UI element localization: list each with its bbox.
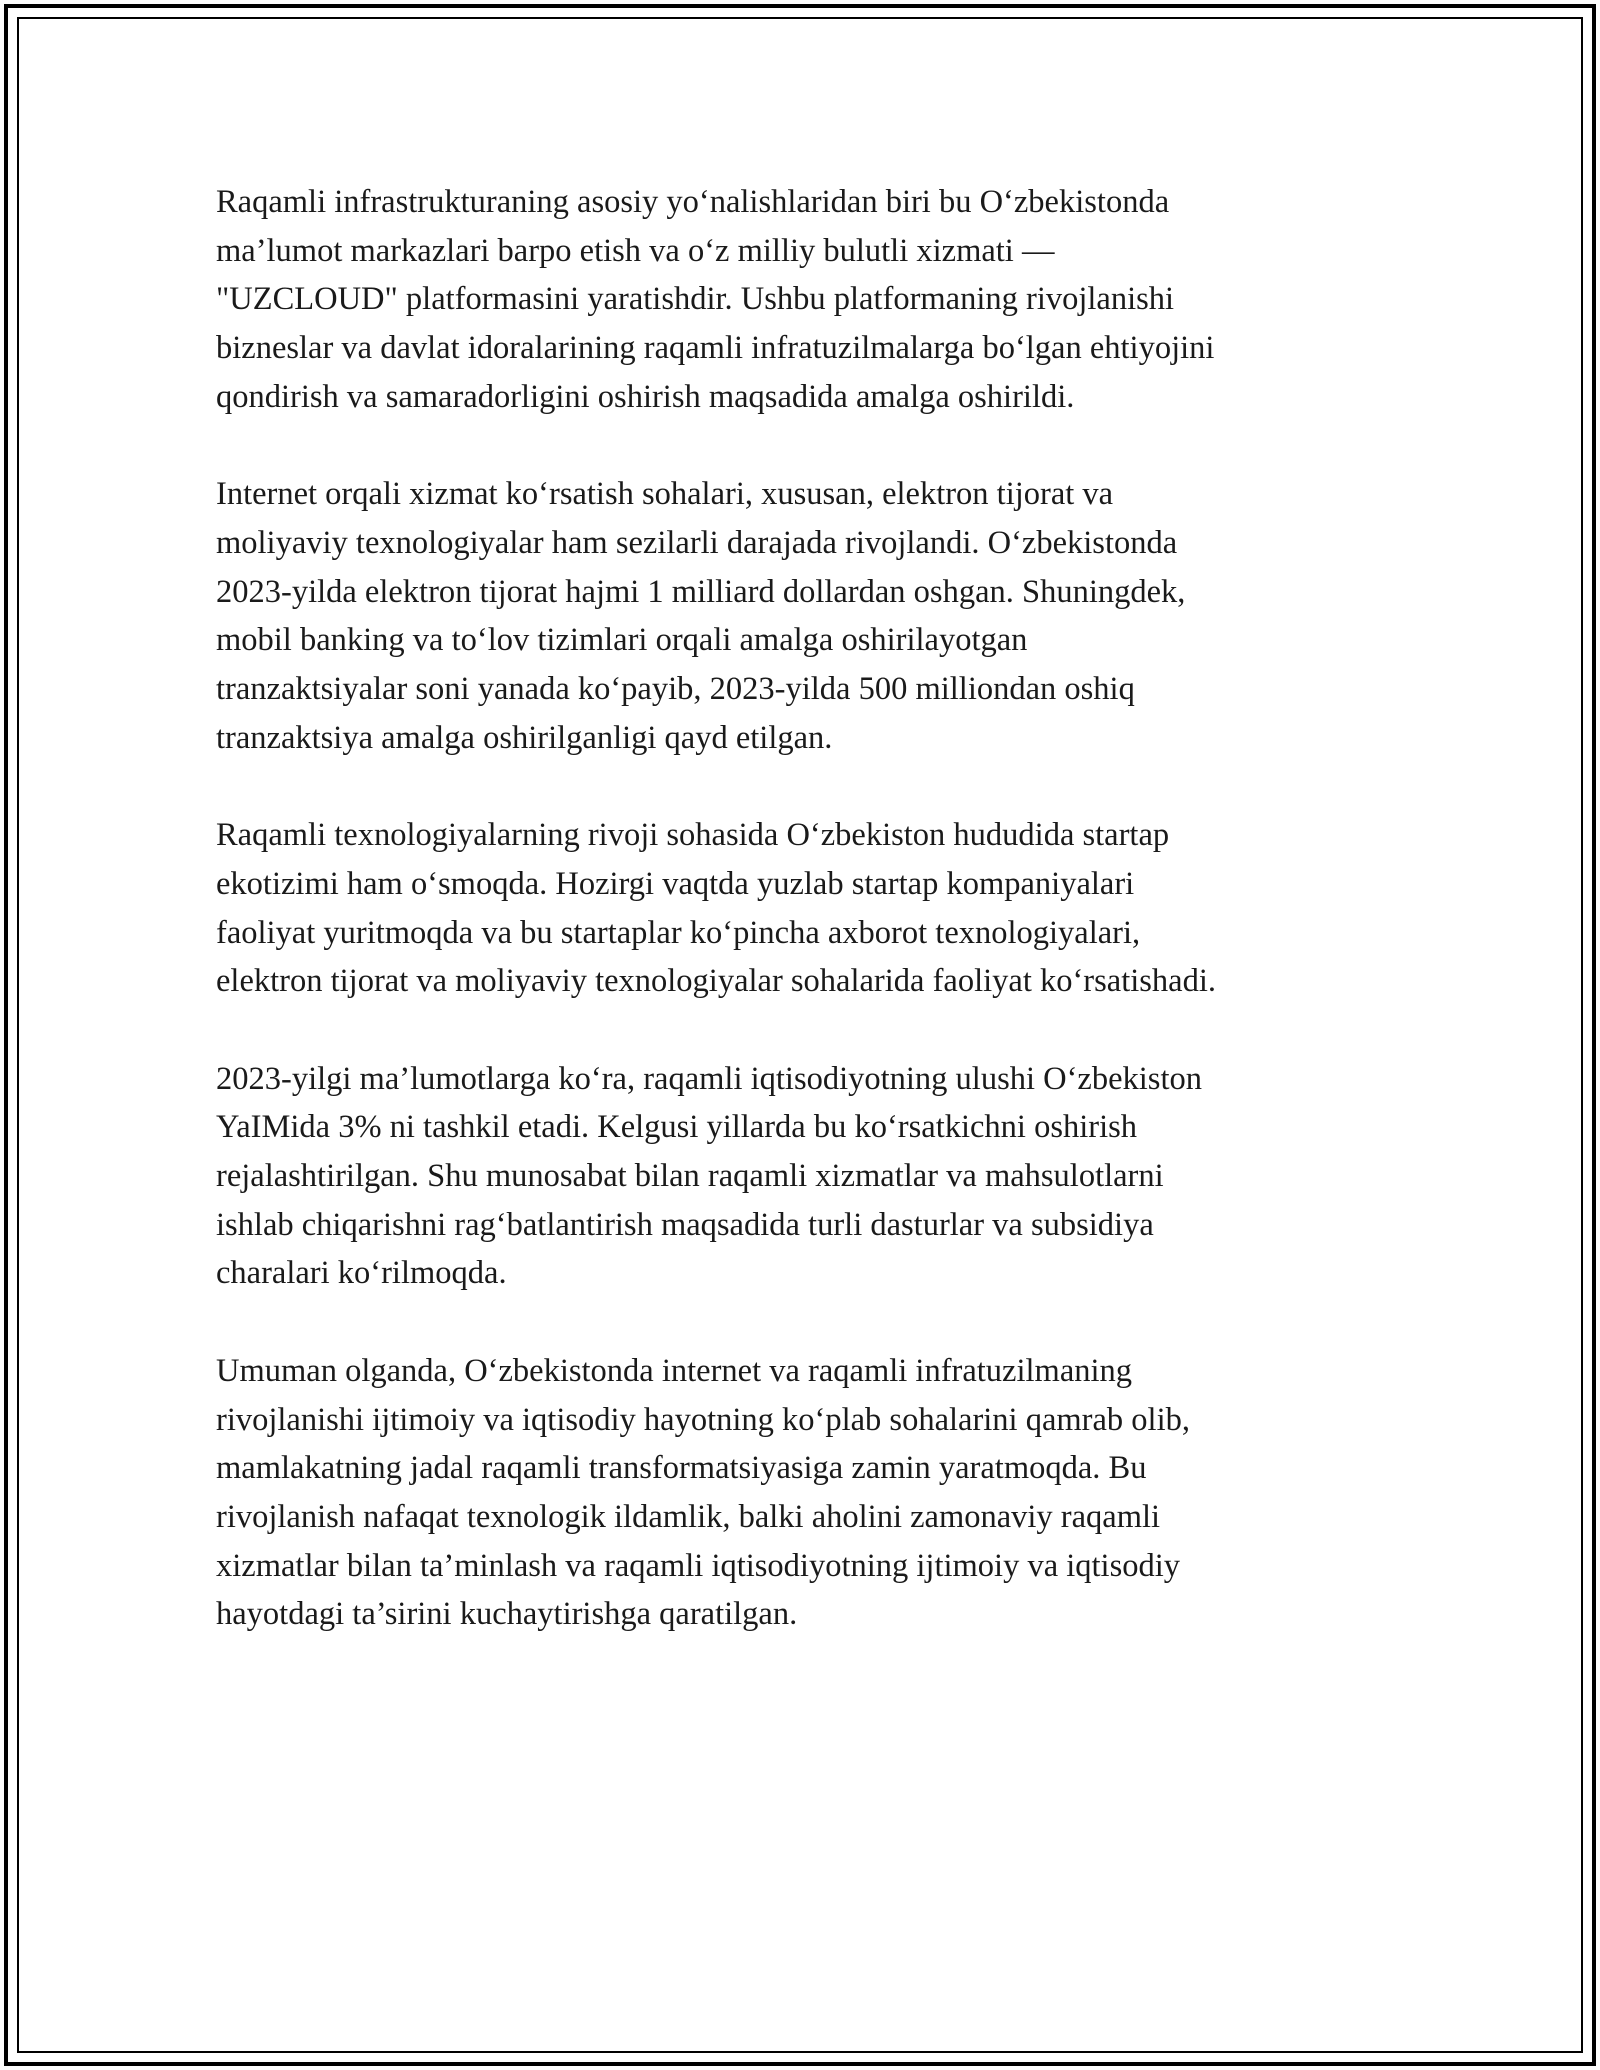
- document-body: [216, 178, 1376, 1688]
- paragraph-startups: Raqamli texnologiyalarning rivoji sohasida O‘zbekiston hududida startap ekotizimi ham o‘smoqda. Hozirgi vaqtda yuzlab startap kompaniyalari faoliyat yuritmoqda va bu startaplar ko‘pincha axborot texnologiyalari, elektron tijorat va moliyaviy texnologiyalar sohalarida faoliyat ko‘rsatishadi.: [216, 817, 1216, 1000]
- paragraph-digital-economy-share: 2023-yilgi ma’lumotlarga ko‘ra, raqamli iqtisodiyotning ulushi O‘zbekiston YaIMida 3% ni tashkil etadi. Kelgusi yillarda bu ko‘rsatkichni oshirish rejalashtirilgan. Shu munosabat bilan raqamli xizmatlar va mahsulotlarni ishlab chiqarishni rag‘batlantirish maqsadida turli dasturlar va subsidiya charalari ko‘rilmoqda.: [216, 1060, 1202, 1292]
- paragraph-uzcloud: Raqamli infrastrukturaning asosiy yo‘nalishlaridan biri bu O‘zbekistonda ma’lumot markazlari barpo etish va o‘z milliy bulutli xizmati — "UZCLOUD" platformasini yaratishdir. Ushbu platformaning rivojlanishi bizneslar va davlat idoralarining raqamli infratuzilmalarga bo‘lgan ehtiyojini qondirish va samaradorligini oshirish maqsadida amalga oshirildi.: [216, 184, 1215, 415]
- paragraph-conclusion: Umuman olganda, O‘zbekistonda internet va raqamli infratuzilmaning rivojlanishi ijtimoiy va iqtisodiy hayotning ko‘plab sohalarini qamrab olib, mamlakatning jadal raqamli transformatsiyasiga zamin yaratmoqda. Bu rivojlanish nafaqat texnologik ildamlik, balki aholini zamonaviy raqamli xizmatlar bilan ta’minlash va raqamli iqtisodiyotning ijtimoiy va iqtisodiy hayotdagi ta’sirini kuchaytirishga qaratilgan.: [216, 1352, 1190, 1633]
- paragraph-ecommerce: Internet orqali xizmat ko‘rsatish sohalari, xususan, elektron tijorat va moliyaviy texnologiyalar ham sezilarli darajada rivojlandi. O‘zbekistonda 2023-yilda elektron tijorat hajmi 1 milliard dollardan oshgan. Shuningdek, mobil banking va to‘lov tizimlari orqali amalga oshirilayotgan tranzaktsiyalar soni yanada ko‘payib, 2023-yilda 500 milliondan oshiq tranzaktsiya amalga oshirilganligi qayd etilgan.: [216, 476, 1186, 756]
